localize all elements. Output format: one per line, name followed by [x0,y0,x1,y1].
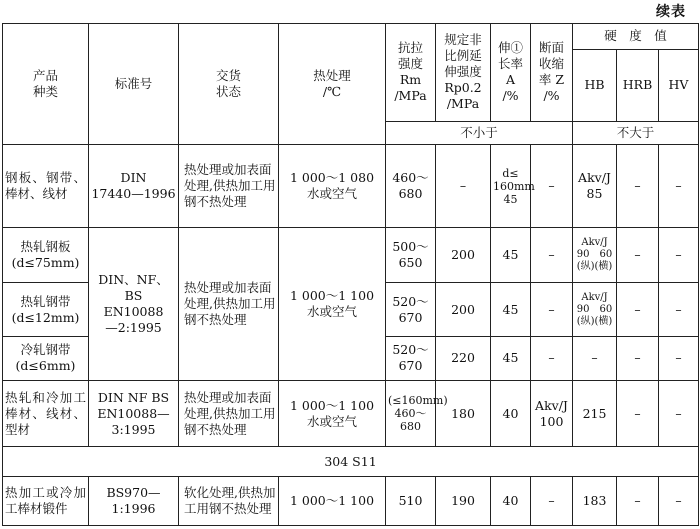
cell-heat: 1 000～1 100 水或空气 [279,381,386,447]
cell-elong: 45 [491,228,531,283]
header-reduction: 断面 收缩 率 Z /% [531,24,573,122]
header-not-less: 不小于 [386,121,573,144]
table-row [3,477,699,526]
cell-product: 冷轧钢带 (d≤6mm) [3,336,89,381]
cell-hb: 215 [573,381,617,447]
cell-yield: 200 [436,228,491,283]
header-tensile: 抗拉 强度 Rm /MPa [386,24,436,122]
cell-tensile: 510 [386,477,436,526]
cell-product: 热轧钢带 (d≤12mm) [3,283,89,336]
header-not-more: 不大于 [573,121,699,144]
cell-tensile: (≤160mm) 460～ 680 [386,381,436,447]
table-row [3,381,699,447]
header-product: 产品 种类 [3,24,89,145]
cell-hrb: – [617,477,659,526]
cell-hv: – [659,283,699,336]
cell-hb: – [573,336,617,381]
cell-elong: 40 [491,477,531,526]
cell-delivery: 热处理或加表面处理,供热加工用钢不热处理 [179,381,279,447]
cell-elong: 45 [491,336,531,381]
cell-hv: – [659,336,699,381]
cell-standard: DIN、NF、BS EN10088 —2:1995 [89,228,179,381]
cell-delivery: 软化处理,供热加工用钢不热处理 [179,477,279,526]
cell-product: 热轧和冷加工棒材、线材、型材 [3,381,89,447]
cell-heat: 1 000～1 100 水或空气 [279,228,386,381]
cell-delivery: 热处理或加表面处理,供热加工用钢不热处理 [179,228,279,381]
cell-tensile: 520～ 670 [386,283,436,336]
cell-hv: – [659,381,699,447]
cell-reduction: – [531,477,573,526]
cell-product: 钢板、钢带、棒材、线材 [3,145,89,228]
cell-reduction: – [531,145,573,228]
cell-tensile: 460～ 680 [386,145,436,228]
cell-tensile: 520～ 670 [386,336,436,381]
cell-hv: – [659,228,699,283]
cell-standard: DIN NF BS EN10088— 3:1995 [89,381,179,447]
cell-hb: 183 [573,477,617,526]
header-standard: 标准号 [89,24,179,145]
cell-standard: BS970— 1:1996 [89,477,179,526]
cell-hb: Akv/J 90 60 (纵)(横) [573,228,617,283]
cell-yield: 200 [436,283,491,336]
header-elong: 伸① 长率 A /% [491,24,531,122]
cell-elong: d≤ 160mm 45 [491,145,531,228]
cell-delivery: 热处理或加表面处理,供热加工用钢不热处理 [179,145,279,228]
cell-hrb: – [617,145,659,228]
cell-hb: Akv/J 90 60 (纵)(横) [573,283,617,336]
header-hardness: 硬 度 值 [573,24,699,50]
cell-yield: 190 [436,477,491,526]
section-title: 304 S11 [3,447,699,477]
header-yield: 规定非 比例延 伸强度 Rp0.2 /MPa [436,24,491,122]
cell-reduction: – [531,228,573,283]
cell-reduction: – [531,283,573,336]
cell-hv: – [659,477,699,526]
cell-hrb: – [617,283,659,336]
cell-hrb: – [617,336,659,381]
cell-reduction: Akv/J 100 [531,381,573,447]
table-row [3,145,699,228]
cell-yield: 180 [436,381,491,447]
cell-reduction: – [531,336,573,381]
cell-tensile: 500～ 650 [386,228,436,283]
cell-hrb: – [617,228,659,283]
table-row [3,228,699,283]
header-delivery: 交货 状态 [179,24,279,145]
cell-hrb: – [617,381,659,447]
cell-hv: – [659,145,699,228]
cell-elong: 40 [491,381,531,447]
cell-heat: 1 000～1 080 水或空气 [279,145,386,228]
cell-yield: – [436,145,491,228]
cell-product: 热加工或冷加工棒材锻件 [3,477,89,526]
cell-product: 热轧钢板 (d≤75mm) [3,228,89,283]
properties-table [2,23,699,526]
header-heat: 热处理 /℃ [279,24,386,145]
cell-elong: 45 [491,283,531,336]
cell-hb: Akv/J 85 [573,145,617,228]
header-hb: HB [573,49,617,121]
continued-label: 续表 [656,4,686,20]
header-hv: HV [659,49,699,121]
cell-standard: DIN 17440—1996 [89,145,179,228]
cell-yield: 220 [436,336,491,381]
header-hrb: HRB [617,49,659,121]
cell-heat: 1 000～1 100 [279,477,386,526]
